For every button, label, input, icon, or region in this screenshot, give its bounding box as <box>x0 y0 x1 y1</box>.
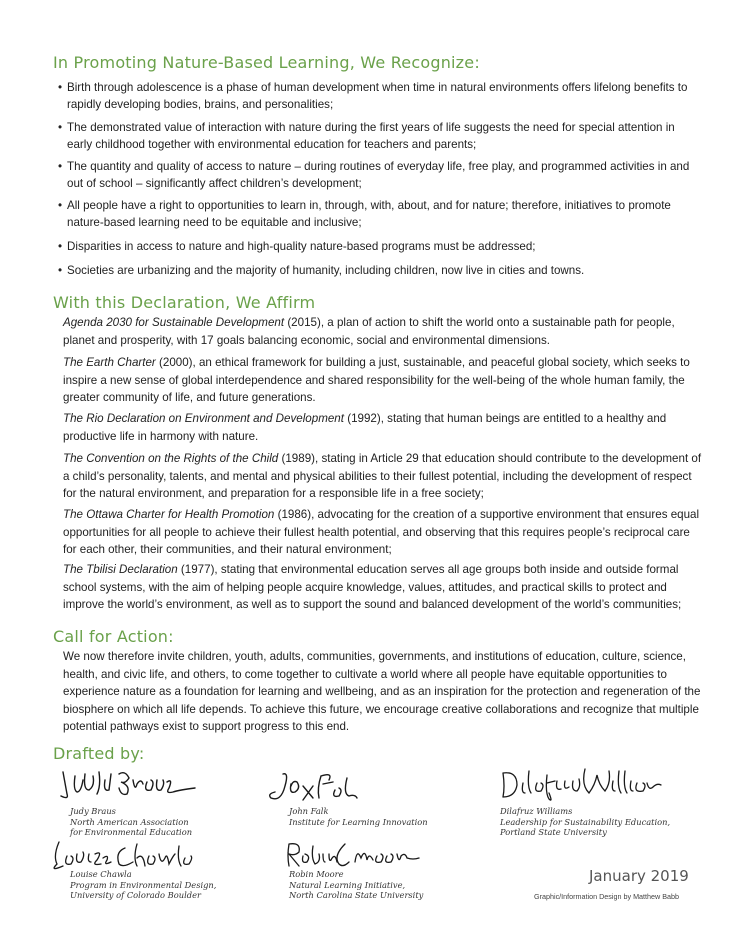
recognize-bullet <box>58 238 698 255</box>
signature-image <box>283 838 423 872</box>
signer-name: Judy Braus <box>70 806 116 816</box>
affirm-item <box>63 410 703 445</box>
recognize-bullet <box>58 262 698 279</box>
affirm-heading: With this Declaration, We Affirm <box>53 293 316 312</box>
document-description: (1977), stating that environmental education serves all age groups both inside and outside formal school systems, with the aim of helping people acquire knowledge, values, attitudes, and practical skills to protect and improve the world’s environment, as well as to support the sound and balanced development of the world’s communities; <box>63 563 682 611</box>
bullet-text: The quantity and quality of access to nature – during routines of everyday life, free play, and programmed activities in and out of school – significantly affect children’s development; <box>67 160 690 190</box>
bullet-dot: • <box>58 160 63 173</box>
drafted-by-heading: Drafted by: <box>53 744 145 763</box>
signature-dilafruz-williams <box>497 763 667 805</box>
bullet-text: Societies are urbanizing and the majority of humanity, including children, now live in cities and towns. <box>67 264 585 277</box>
call-for-action-body: We now therefore invite children, youth, adults, communities, governments, and institutions of education, culture, science, health, and civic life, and others, to come together to cultivate a world where all people have equitable opportunities to experience nature as a foundation for learning and wellbeing, and as an inspiration for the protection and regeneration of the biosphere on which all life depends. To achieve this future, we encourage creative collaborations and recognize that multiple potential pathways exist to support progress to this end. <box>63 650 701 733</box>
document-title: Agenda 2030 for Sustainable Development <box>63 316 285 329</box>
signature-image <box>265 768 365 808</box>
bullet-text: All people have a right to opportunities to learn in, through, with, about, and for nature; therefore, initiatives to promote nature-based learning need to be equitable and inclusive; <box>67 199 671 229</box>
signer-caption <box>500 806 670 838</box>
signer-affiliation: for Environmental Education <box>70 827 193 837</box>
signer-affiliation: Institute for Learning Innovation <box>289 816 428 827</box>
signer-caption <box>289 806 428 827</box>
signature-john-falk <box>265 768 365 808</box>
signer-affiliation: North Carolina State University <box>289 890 424 900</box>
affirm-item <box>63 314 703 349</box>
publication-date: January 2019 <box>589 867 689 885</box>
signature-image <box>55 762 205 802</box>
call-for-action-heading: Call for Action: <box>53 627 174 646</box>
signer-affiliation: North American Association <box>70 816 189 827</box>
document-description: (2000), an ethical framework for building a just, sustainable, and peaceful global society, which seeks to inspire a new sense of global interdependence and shared responsibility for the well-being of the whole human family, the greater community of life, and future generations. <box>63 356 690 404</box>
document-description: (2015), a plan of action to shift the world onto a sustainable path for people, planet and prosperity, with 17 goals balancing economic, social and environmental dimensions. <box>63 316 675 347</box>
bullet-text: The demonstrated value of interaction with nature during the first years of life suggests the need for special attention in early childhood together with environmental education for teachers and parents; <box>67 121 675 151</box>
signer-affiliation: Leadership for Sustainability Education, <box>500 816 671 827</box>
signer-caption <box>289 869 423 901</box>
bullet-dot: • <box>58 81 63 94</box>
bullet-dot: • <box>58 121 63 134</box>
recognize-bullet <box>58 197 698 231</box>
document-title: The Earth Charter <box>63 356 156 369</box>
signer-name: Louise Chawla <box>70 869 132 879</box>
recognize-bullet <box>58 119 698 153</box>
signer-affiliation: Natural Learning Initiative, <box>289 879 406 890</box>
bullet-text: Birth through adolescence is a phase of human development when time in natural environments offers lifelong benefits to rapidly developing bodies, brains, and personalities; <box>67 81 688 111</box>
recognize-bullet <box>58 79 698 113</box>
signer-affiliation: Program in Environmental Design, <box>70 879 217 890</box>
affirm-item <box>63 506 703 559</box>
signature-judy-braus <box>55 762 205 802</box>
bullet-dot: • <box>58 264 63 277</box>
document-title: The Rio Declaration on Environment and Development <box>63 412 344 425</box>
signer-name: Dilafruz Williams <box>500 806 573 816</box>
bullet-dot: • <box>58 199 63 212</box>
bullet-text: Disparities in access to nature and high-quality nature-based programs must be addressed; <box>67 240 536 253</box>
document-description: (1989), stating in Article 29 that education should contribute to the development of a child’s personality, talents, and mental and physical abilities to their fullest potential, including the development of respect for the natural environment, and preparation for a responsible life in a free society; <box>63 452 702 500</box>
document-title: The Convention on the Rights of the Child <box>63 452 279 465</box>
signer-name: John Falk <box>289 806 329 816</box>
bullet-dot: • <box>58 240 63 253</box>
document-title: The Ottawa Charter for Health Promotion <box>63 508 275 521</box>
recognize-heading: In Promoting Nature-Based Learning, We Recognize: <box>53 53 480 72</box>
signer-affiliation: University of Colorado Boulder <box>70 890 201 900</box>
document-description: (1986), advocating for the creation of a supportive environment that ensures equal opportunities for all people to achieve their fullest health potential, and observing that this requires people’s reciprocal care for each other, their communities, and their natural environment; <box>63 508 700 556</box>
signature-image <box>497 763 667 805</box>
signature-robin-moore <box>283 838 423 872</box>
recognize-bullet <box>58 158 698 192</box>
affirm-item <box>63 450 703 503</box>
design-credit: Graphic/Information Design by Matthew Babb <box>534 892 680 901</box>
document-title: The Tbilisi Declaration <box>63 563 178 576</box>
document-description: (1992), stating that human beings are entitled to a healthy and productive life in harmony with nature. <box>63 412 667 443</box>
signer-caption <box>70 869 216 901</box>
signer-affiliation: Portland State University <box>500 827 607 837</box>
affirm-item <box>63 561 703 614</box>
affirm-item <box>63 354 703 407</box>
signer-name: Robin Moore <box>289 869 344 879</box>
signer-caption <box>70 806 192 838</box>
